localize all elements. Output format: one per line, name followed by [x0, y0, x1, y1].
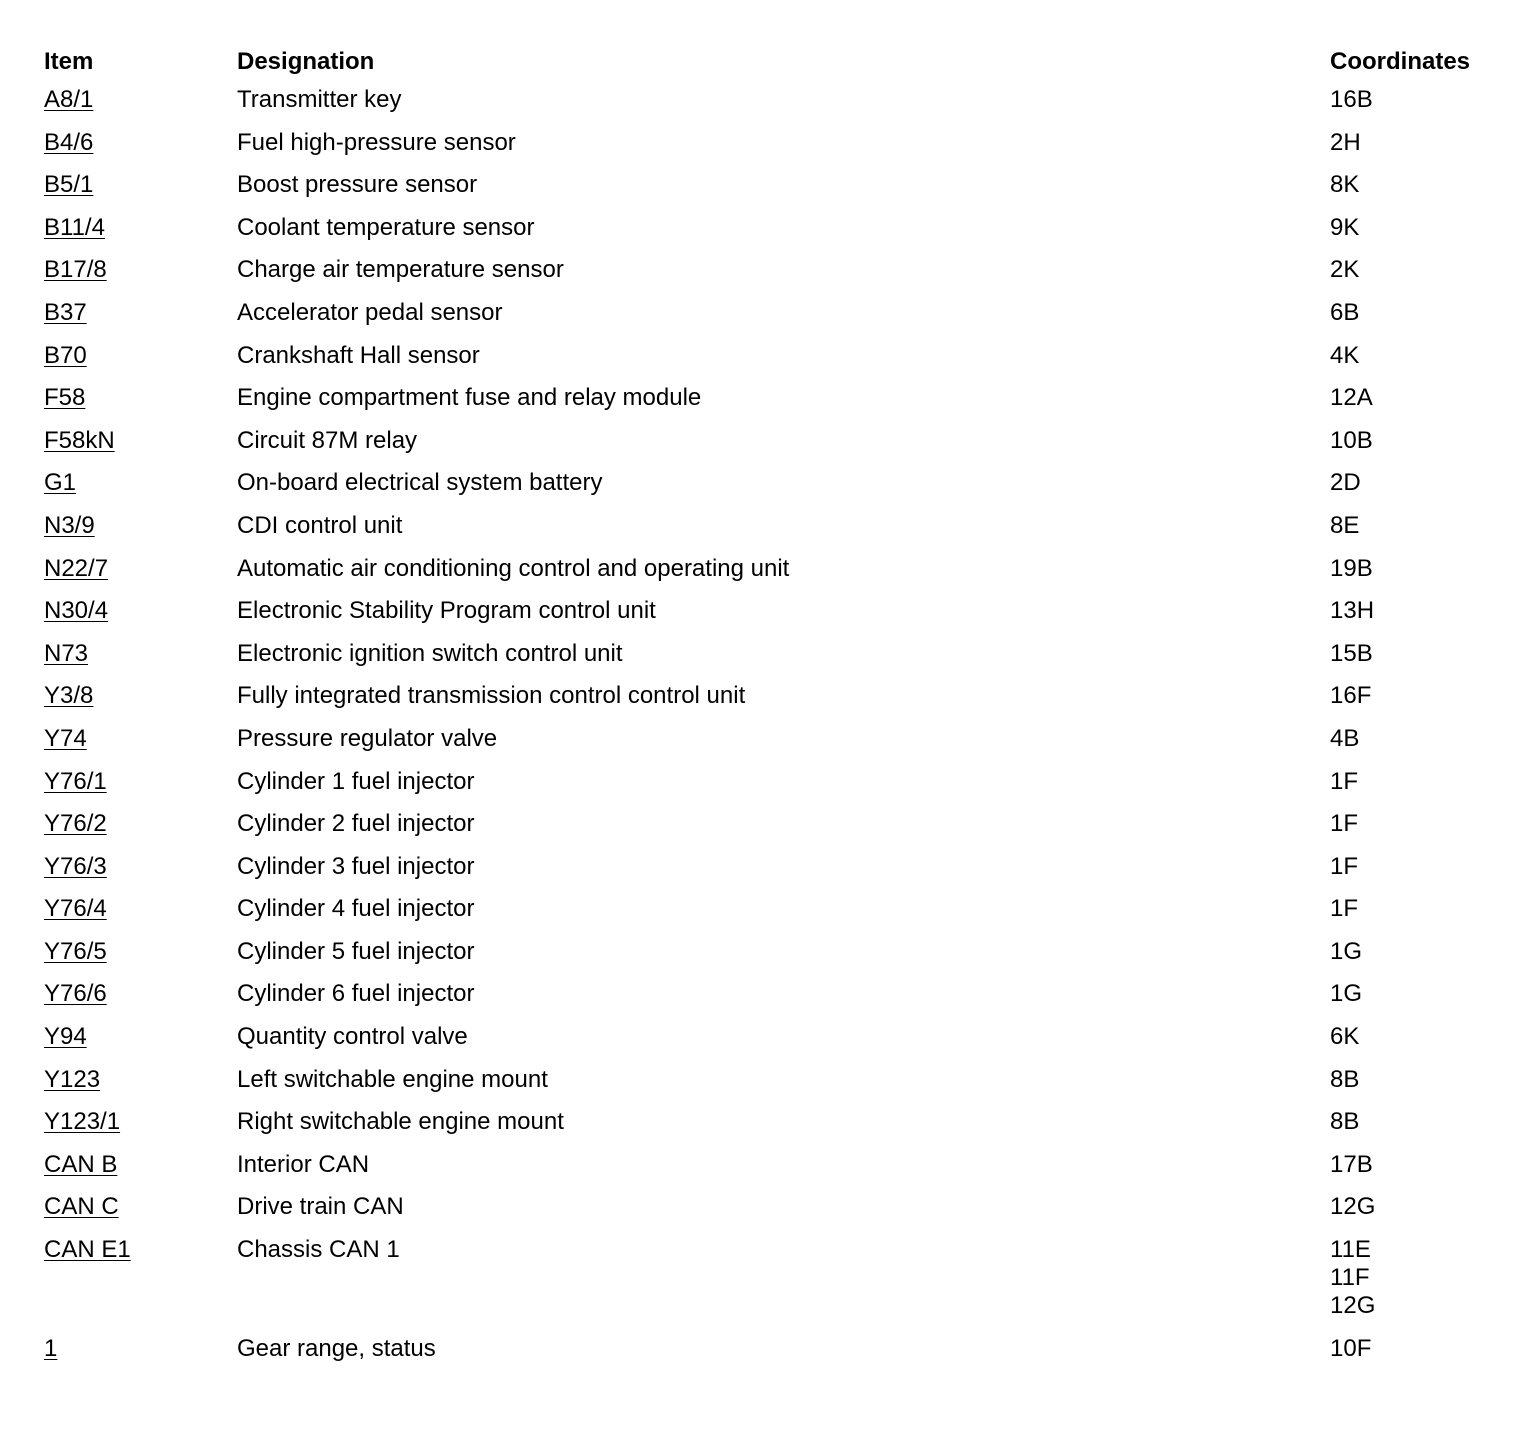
table-row	[44, 1145, 1494, 1188]
coordinates-cell	[1330, 1060, 1494, 1103]
designation-cell: Cylinder 5 fuel injector	[237, 937, 475, 965]
coordinate-value: 2K	[1330, 256, 1360, 284]
coordinates-cell	[1330, 463, 1494, 506]
item-link[interactable]: Y123/1	[44, 1108, 121, 1136]
table-row	[44, 506, 1494, 549]
coordinate-value: 2D	[1330, 469, 1361, 497]
item-cell	[44, 676, 237, 719]
coordinates-cell	[1330, 208, 1494, 251]
item-cell	[44, 634, 237, 677]
table-row	[44, 80, 1494, 123]
table-row	[44, 804, 1494, 847]
coordinates-cell	[1330, 847, 1494, 890]
item-cell	[44, 80, 237, 123]
coordinates-cell	[1330, 634, 1494, 677]
coordinate-value: 6K	[1330, 1023, 1360, 1051]
item-cell	[44, 378, 237, 421]
designation-cell: Fully integrated transmission control control unit	[237, 682, 746, 710]
table-row	[44, 719, 1494, 762]
designation-cell: Engine compartment fuse and relay module	[237, 384, 702, 412]
item-link[interactable]: B4/6	[44, 128, 94, 156]
item-cell	[44, 421, 237, 464]
item-link[interactable]: N73	[44, 639, 89, 667]
coordinates-cell	[1330, 1187, 1494, 1230]
designation-cell: Quantity control valve	[237, 1023, 468, 1051]
designation-cell: CDI control unit	[237, 511, 403, 539]
item-link[interactable]: F58	[44, 384, 86, 412]
item-cell	[44, 889, 237, 932]
table-row	[44, 208, 1494, 251]
item-cell	[44, 123, 237, 166]
coordinates-cell	[1330, 506, 1494, 549]
item-cell	[44, 847, 237, 890]
coordinates-cell	[1330, 336, 1494, 379]
item-link[interactable]: Y76/4	[44, 895, 107, 923]
coordinate-value: 4B	[1330, 724, 1360, 752]
coordinate-value: 16B	[1330, 86, 1373, 113]
coordinate-value: 1G	[1330, 937, 1363, 965]
coordinate-value: 10F	[1330, 1334, 1372, 1362]
coordinate-value: 4K	[1330, 341, 1360, 369]
coordinates-cell	[1330, 1145, 1494, 1188]
coordinate-value: 9K	[1330, 213, 1360, 241]
item-link[interactable]: Y76/5	[44, 937, 107, 965]
designation-cell: Circuit 87M relay	[237, 426, 418, 454]
table-row	[44, 293, 1494, 336]
table-row	[44, 1230, 1494, 1329]
item-cell	[44, 1145, 237, 1188]
designation-cell: Pressure regulator valve	[237, 724, 498, 752]
coordinates-cell	[1330, 250, 1494, 293]
designation-cell: Cylinder 1 fuel injector	[237, 767, 475, 795]
designation-cell: Cylinder 6 fuel injector	[237, 980, 475, 1008]
item-link[interactable]: F58kN	[44, 426, 115, 454]
item-link[interactable]: CAN E1	[44, 1236, 131, 1264]
coordinates-cell	[1330, 889, 1494, 932]
designation-cell: Accelerator pedal sensor	[237, 298, 503, 326]
designation-cell: Charge air temperature sensor	[237, 256, 564, 284]
designation-cell: Electronic ignition switch control unit	[237, 639, 623, 667]
item-cell	[44, 165, 237, 208]
item-link[interactable]: Y3/8	[44, 682, 94, 710]
coordinate-value: 8B	[1330, 1108, 1360, 1136]
coordinate-value: 19B	[1330, 554, 1373, 582]
table-row	[44, 591, 1494, 634]
item-cell	[44, 719, 237, 762]
item-link[interactable]: B37	[44, 298, 87, 326]
item-link[interactable]: Y74	[44, 724, 87, 752]
item-cell	[44, 762, 237, 805]
designation-cell: Chassis CAN 1	[237, 1236, 400, 1264]
table-row	[44, 1017, 1494, 1060]
header-row	[44, 44, 1494, 80]
designation-cell: Interior CAN	[237, 1150, 370, 1178]
item-link[interactable]: Y76/1	[44, 767, 107, 795]
item-link[interactable]: Y94	[44, 1023, 87, 1051]
coordinate-value: 10B	[1330, 426, 1373, 454]
item-link[interactable]: Y76/3	[44, 852, 107, 880]
coordinate-value: 1F	[1330, 895, 1359, 923]
designation-cell: Automatic air conditioning control and operating unit	[237, 554, 790, 582]
coordinate-value: 17B	[1330, 1150, 1373, 1178]
designation-cell: Left switchable engine mount	[237, 1065, 548, 1093]
designation-cell: Electronic Stability Program control unit	[237, 597, 656, 625]
item-cell	[44, 250, 237, 293]
header-item: Item	[44, 48, 94, 75]
coordinate-value: 8B	[1330, 1065, 1360, 1093]
designation-cell: Gear range, status	[237, 1334, 436, 1362]
table-row	[44, 889, 1494, 932]
item-link[interactable]: B70	[44, 341, 87, 369]
designation-cell: Crankshaft Hall sensor	[237, 341, 480, 369]
coordinate-value: 13H	[1330, 597, 1375, 625]
designation-cell: Drive train CAN	[237, 1193, 404, 1221]
table-row	[44, 676, 1494, 719]
item-cell	[44, 1230, 237, 1329]
coordinates-cell	[1330, 165, 1494, 208]
item-cell	[44, 932, 237, 975]
table-row	[44, 421, 1494, 464]
coordinates-cell	[1330, 804, 1494, 847]
designation-cell: Cylinder 4 fuel injector	[237, 895, 475, 923]
coordinates-cell	[1330, 80, 1494, 123]
item-cell	[44, 1187, 237, 1230]
item-cell	[44, 293, 237, 336]
item-cell	[44, 1060, 237, 1103]
coordinate-value: 11F	[1330, 1264, 1370, 1292]
legend-table	[44, 44, 1494, 1371]
table-row	[44, 762, 1494, 805]
item-cell	[44, 1017, 237, 1060]
coordinates-cell	[1330, 932, 1494, 975]
designation-cell: Boost pressure sensor	[237, 171, 478, 199]
table-row	[44, 336, 1494, 379]
item-link[interactable]: B11/4	[44, 213, 105, 241]
designation-cell: Cylinder 2 fuel injector	[237, 810, 475, 838]
table-row	[44, 932, 1494, 975]
table-row	[44, 378, 1494, 421]
item-cell	[44, 1329, 237, 1372]
coordinates-cell	[1330, 974, 1494, 1017]
coordinate-value: 8E	[1330, 511, 1360, 539]
coordinate-value: 6B	[1330, 298, 1360, 326]
item-link[interactable]: B5/1	[44, 171, 94, 199]
item-link[interactable]: 1	[44, 1334, 58, 1362]
coordinate-value: 15B	[1330, 639, 1373, 667]
item-link[interactable]: G1	[44, 469, 77, 497]
table-row	[44, 123, 1494, 166]
table-row	[44, 549, 1494, 592]
designation-cell: Transmitter key	[237, 86, 402, 113]
coordinates-cell	[1330, 421, 1494, 464]
coordinates-cell	[1330, 123, 1494, 166]
coordinates-cell	[1330, 1017, 1494, 1060]
coordinates-cell	[1330, 719, 1494, 762]
coordinates-cell	[1330, 1102, 1494, 1145]
coordinates-cell	[1330, 378, 1494, 421]
coordinate-value: 8K	[1330, 171, 1360, 199]
coordinate-value: 12G	[1330, 1193, 1376, 1221]
designation-cell: On-board electrical system battery	[237, 469, 603, 497]
coordinates-cell	[1330, 293, 1494, 336]
item-cell	[44, 804, 237, 847]
coordinate-value: 11E	[1330, 1236, 1371, 1264]
item-link[interactable]: Y76/2	[44, 810, 107, 838]
item-cell	[44, 463, 237, 506]
item-link[interactable]: Y76/6	[44, 980, 107, 1008]
coordinate-value: 16F	[1330, 682, 1372, 710]
table-row	[44, 1187, 1494, 1230]
item-link[interactable]: CAN B	[44, 1150, 118, 1178]
header-coordinates: Coordinates	[1330, 48, 1471, 75]
table-row	[44, 463, 1494, 506]
designation-cell: Right switchable engine mount	[237, 1108, 564, 1136]
table-row	[44, 847, 1494, 890]
table-row	[44, 165, 1494, 208]
item-cell	[44, 336, 237, 379]
table-row	[44, 1329, 1494, 1372]
designation-cell: Cylinder 3 fuel injector	[237, 852, 475, 880]
coordinates-cell	[1330, 591, 1494, 634]
coordinates-cell	[1330, 1329, 1494, 1372]
coordinate-value: 12G	[1330, 1292, 1376, 1320]
legend-body	[44, 80, 1494, 1371]
item-cell	[44, 208, 237, 251]
item-link[interactable]: CAN C	[44, 1193, 119, 1221]
designation-cell: Fuel high-pressure sensor	[237, 128, 516, 156]
item-link[interactable]: N3/9	[44, 511, 95, 539]
table-row	[44, 250, 1494, 293]
coordinate-value: 1F	[1330, 767, 1359, 795]
coordinate-value: 1F	[1330, 852, 1359, 880]
item-cell	[44, 506, 237, 549]
item-link[interactable]: B17/8	[44, 256, 107, 284]
item-link[interactable]: N30/4	[44, 597, 109, 625]
table-row	[44, 634, 1494, 677]
coordinate-value: 2H	[1330, 128, 1361, 156]
item-cell	[44, 549, 237, 592]
coordinate-value: 1G	[1330, 980, 1363, 1008]
table-row	[44, 1102, 1494, 1145]
coordinates-cell	[1330, 1230, 1494, 1329]
item-cell	[44, 1102, 237, 1145]
coordinates-cell	[1330, 762, 1494, 805]
table-row	[44, 974, 1494, 1017]
item-link[interactable]: A8/1	[44, 86, 94, 113]
designation-cell: Coolant temperature sensor	[237, 213, 535, 241]
item-link[interactable]: Y123	[44, 1065, 101, 1093]
table-row	[44, 1060, 1494, 1103]
item-cell	[44, 591, 237, 634]
coordinate-value: 12A	[1330, 384, 1373, 412]
item-link[interactable]: N22/7	[44, 554, 109, 582]
coordinates-cell	[1330, 549, 1494, 592]
item-cell	[44, 974, 237, 1017]
coordinates-cell	[1330, 676, 1494, 719]
coordinate-value: 1F	[1330, 810, 1359, 838]
header-designation: Designation	[237, 48, 375, 75]
